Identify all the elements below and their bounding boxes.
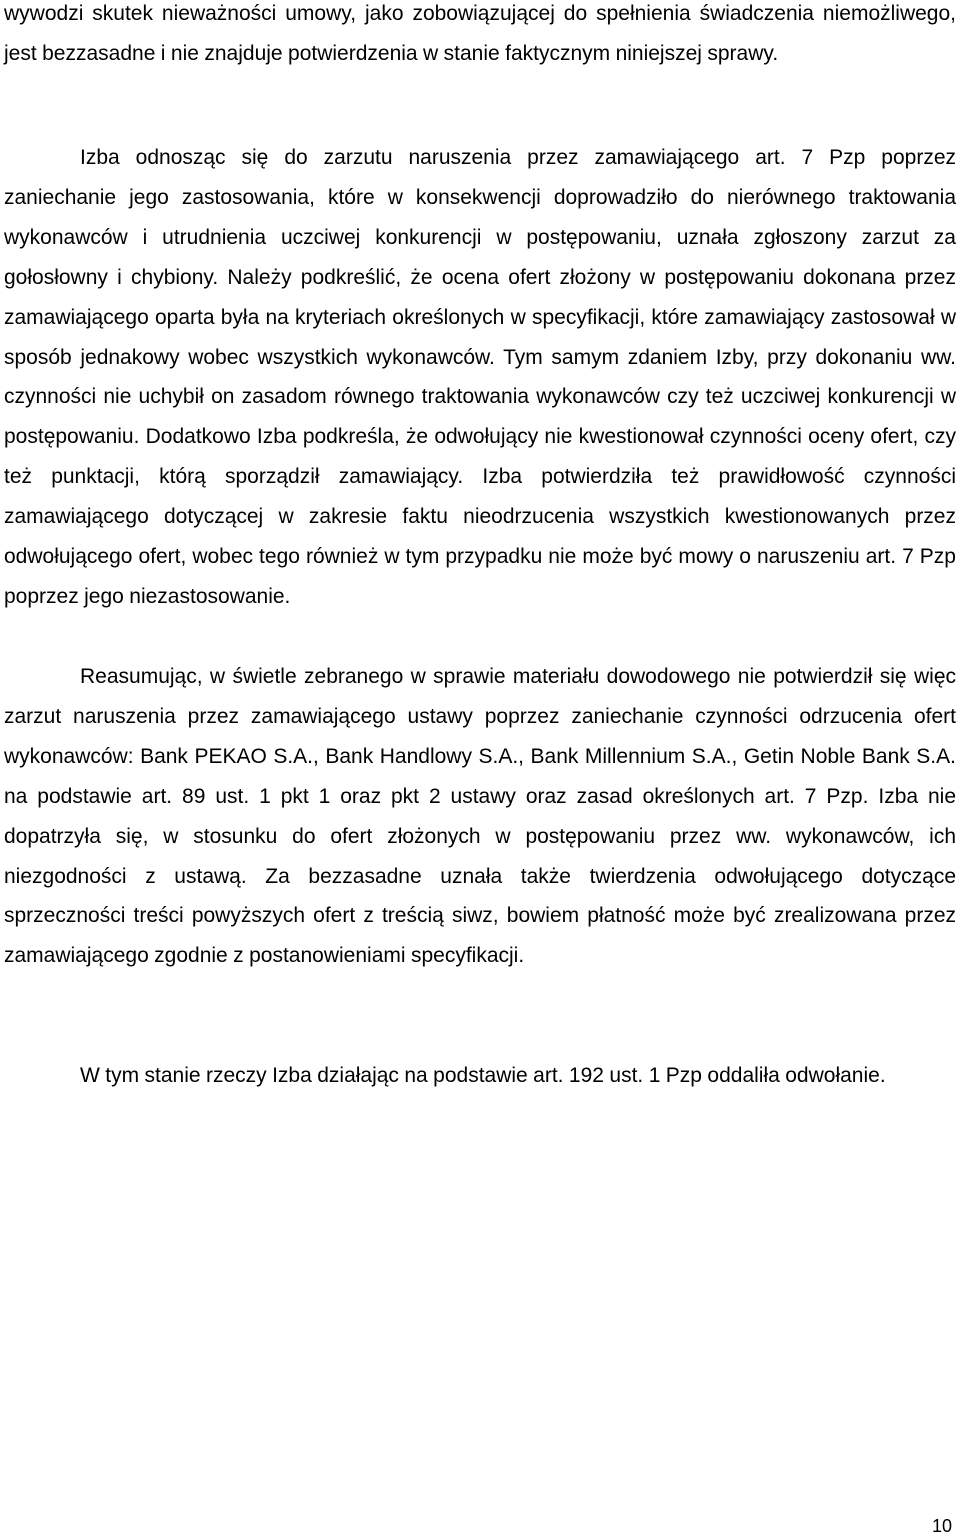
paragraph-decision: W tym stanie rzeczy Izba działając na podstawie art. 192 ust. 1 Pzp oddaliła odwołanie.	[80, 1064, 886, 1087]
paragraph-continuation: wywodzi skutek nieważności umowy, jako zobowiązującej do spełnienia świadczenia niemożliwego, jest bezzasadne i nie znajduje potwierdzenia w stanie faktycznym niniejszej sprawy.	[4, 2, 956, 65]
page-number: 10	[931, 1516, 952, 1536]
paragraph-summary: Reasumując, w świetle zebranego w sprawie materiału dowodowego nie potwierdził się więc zarzut naruszenia przez zamawiającego ustawy poprzez zaniechanie czynności odrzucenia ofert wykonawców: Bank PEKAO S.A., Bank Handlowy S.A., Bank Millennium S.A., Getin Noble Bank S.A. na podstawie art. 89 ust. 1 pkt 1 oraz pkt 2 ustawy oraz zasad określonych art. 7 Pzp. Izba nie dopatrzyła się, w stosunku do ofert złożonych w postępowaniu przez ww. wykonawców, ich niezgodności z ustawą. Za bezzasadne uznała także twierdzenia odwołującego dotyczące sprzeczności treści powyższych ofert z treścią siwz, bowiem płatność może być zrealizowana przez zamawiającego zgodnie z postanowieniami specyfikacji.	[4, 665, 956, 968]
paragraph-art7-analysis: Izba odnosząc się do zarzutu naruszenia przez zamawiającego art. 7 Pzp poprzez zaniechanie jego zastosowania, które w konsekwencji doprowadziło do nierównego traktowania wykonawców i utrudnienia uczciwej konkurencji w postępowaniu, uznała zgłoszony zarzut za gołosłowny i chybiony. Należy podkreślić, że ocena ofert złożony w postępowaniu dokonana przez zamawiającego oparta była na kryteriach określonych w specyfikacji, które zamawiający zastosował w sposób jednakowy wobec wszystkich wykonawców. Tym samym zdaniem Izby, przy dokonaniu ww. czynności nie uchybił on zasadom równego traktowania wykonawców czy też uczciwej konkurencji w postępowaniu. Dodatkowo Izba podkreśla, że odwołujący nie kwestionował czynności oceny ofert, czy też punktacji, którą sporządził zamawiający. Izba potwierdziła też prawidłowość czynności zamawiającego dotyczącej w zakresie faktu nieodrzucenia wszystkich kwestionowanych przez odwołującego ofert, wobec tego również w tym przypadku nie może być mowy o naruszeniu art. 7 Pzp poprzez jego niezastosowanie.	[4, 146, 956, 608]
